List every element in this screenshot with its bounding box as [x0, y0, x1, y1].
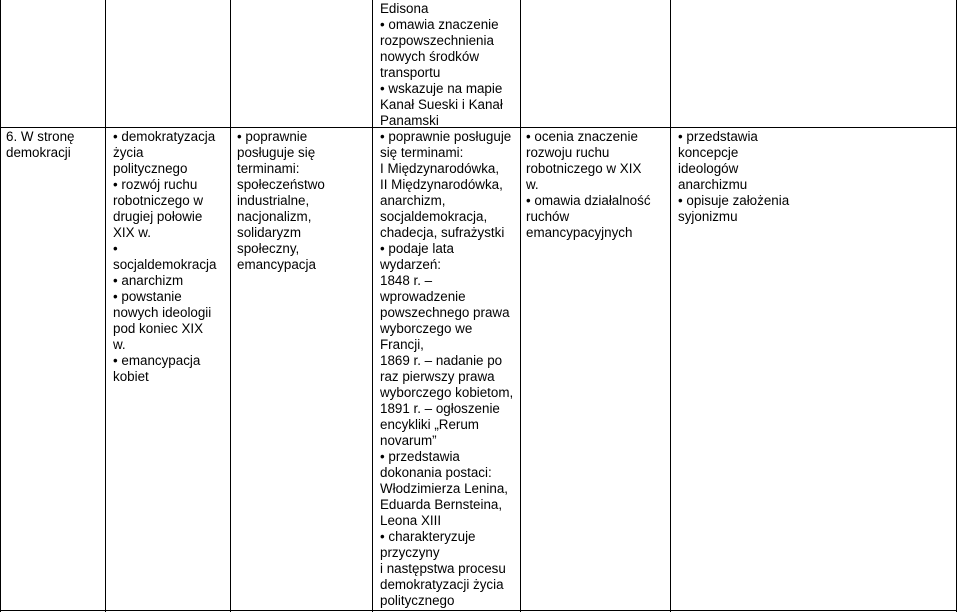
text-line: Panamski — [380, 113, 439, 128]
text-line: emancypacja — [237, 257, 316, 272]
text-line: II Międzynarodówka, — [380, 177, 503, 192]
text-line: wprowadzenie — [380, 289, 466, 304]
topics-cell — [113, 129, 216, 385]
text-line: rozwoju ruchu — [526, 145, 610, 160]
text-line: drugiej połowie — [113, 209, 203, 224]
requirements-extended-cell — [380, 129, 513, 609]
text-line: Francji, — [380, 337, 424, 352]
text-line: wyborczego kobietom, — [380, 385, 514, 400]
table-border-col3 — [372, 0, 373, 612]
text-line: robotniczego w — [113, 193, 204, 208]
text-line: 1848 r. – — [380, 273, 433, 288]
text-line: novarum” — [380, 433, 437, 448]
text-line: Włodzimierza Lenina, — [380, 481, 509, 496]
text-line: • podaje lata — [380, 241, 454, 256]
requirements-full-cell — [526, 129, 651, 241]
text-line: encykliki „Rerum — [380, 417, 479, 432]
text-line: nacjonalizm, — [237, 209, 312, 224]
text-line: terminami: — [237, 161, 300, 176]
text-line: w. — [526, 177, 539, 192]
text-line: Eduarda Bernsteina, — [380, 497, 503, 512]
text-line: • rozwój ruchu — [113, 177, 198, 192]
prev-row-col4-cell — [380, 1, 503, 129]
text-line: dokonania postaci: — [380, 465, 492, 480]
text-line: • poprawnie posługuje — [380, 129, 512, 144]
table-border-col5 — [670, 0, 671, 612]
text-line: społeczny, — [237, 241, 300, 256]
text-line: XIX w. — [113, 225, 151, 240]
text-line: • powstanie — [113, 289, 182, 304]
text-line: społeczeństwo — [237, 177, 325, 192]
text-line: • wskazuje na mapie — [380, 81, 503, 96]
text-line: • demokratyzacja — [113, 129, 216, 144]
text-line: emancypacyjnych — [526, 225, 633, 240]
text-line: • przedstawia — [678, 129, 758, 144]
text-line: pod koniec XIX — [113, 321, 204, 336]
text-line: chadecja, sufrażystki — [380, 225, 505, 240]
text-line: w. — [113, 337, 126, 352]
text-line: rozpowszechnienia — [380, 33, 494, 48]
requirements-advanced-cell — [678, 129, 789, 225]
text-line: solidaryzm — [237, 225, 301, 240]
text-line: demokracji — [6, 145, 71, 160]
table-border-col1 — [105, 0, 106, 612]
text-line: nowych środków — [380, 49, 479, 64]
text-line: socjaldemokracja — [113, 257, 217, 272]
text-line: i następstwa procesu — [380, 561, 506, 576]
text-line: powszechnego prawa — [380, 305, 510, 320]
text-line: • charakteryzuje — [380, 529, 476, 544]
text-line: syjonizmu — [678, 209, 738, 224]
text-line: raz pierwszy prawa — [380, 369, 495, 384]
lesson-title-cell — [6, 129, 74, 161]
text-line: • omawia działalność — [526, 193, 651, 208]
text-line: politycznego — [380, 593, 455, 608]
text-line: przyczyny — [380, 545, 440, 560]
text-line: Edisona — [380, 1, 429, 16]
text-line: ideologów — [678, 161, 739, 176]
text-line: • ocenia znaczenie — [526, 129, 638, 144]
text-line: 1869 r. – nadanie po — [380, 353, 503, 368]
requirements-basic-cell — [237, 129, 325, 273]
text-line: politycznego — [113, 161, 188, 176]
text-line: Kanał Sueski i Kanał — [380, 97, 503, 112]
text-line: • przedstawia — [380, 449, 460, 464]
text-line: • poprawnie — [237, 129, 308, 144]
text-line: I Międzynarodówka, — [380, 161, 500, 176]
text-line: industrialne, — [237, 193, 310, 208]
text-line: • emancypacja — [113, 353, 201, 368]
table-border-col4 — [520, 0, 521, 612]
text-line: 1891 r. – ogłoszenie — [380, 401, 500, 416]
text-line: • omawia znaczenie — [380, 17, 499, 32]
text-line: anarchizm, — [380, 193, 446, 208]
text-line: życia — [113, 145, 144, 160]
table-border-right — [956, 0, 957, 612]
text-line: nowych ideologii — [113, 305, 212, 320]
text-line: wyborczego we — [380, 321, 473, 336]
text-line: • opisuje założenia — [678, 193, 790, 208]
table-border-left — [0, 0, 1, 612]
text-line: wydarzeń: — [380, 257, 442, 272]
text-line: demokratyzacji życia — [380, 577, 504, 592]
text-line: ruchów — [526, 209, 570, 224]
text-line: • — [113, 241, 118, 256]
text-line: • anarchizm — [113, 273, 184, 288]
text-line: transportu — [380, 65, 441, 80]
text-line: anarchizmu — [678, 177, 748, 192]
text-line: robotniczego w XIX — [526, 161, 642, 176]
table-border-col2 — [230, 0, 231, 612]
text-line: posługuje się — [237, 145, 316, 160]
table-border-bottom — [0, 610, 957, 611]
text-line: Leona XIII — [380, 513, 442, 528]
text-line: socjaldemokracja, — [380, 209, 488, 224]
text-line: się terminami: — [380, 145, 464, 160]
text-line: koncepcje — [678, 145, 739, 160]
text-line: kobiet — [113, 369, 149, 384]
text-line: 6. W stronę — [6, 129, 75, 144]
